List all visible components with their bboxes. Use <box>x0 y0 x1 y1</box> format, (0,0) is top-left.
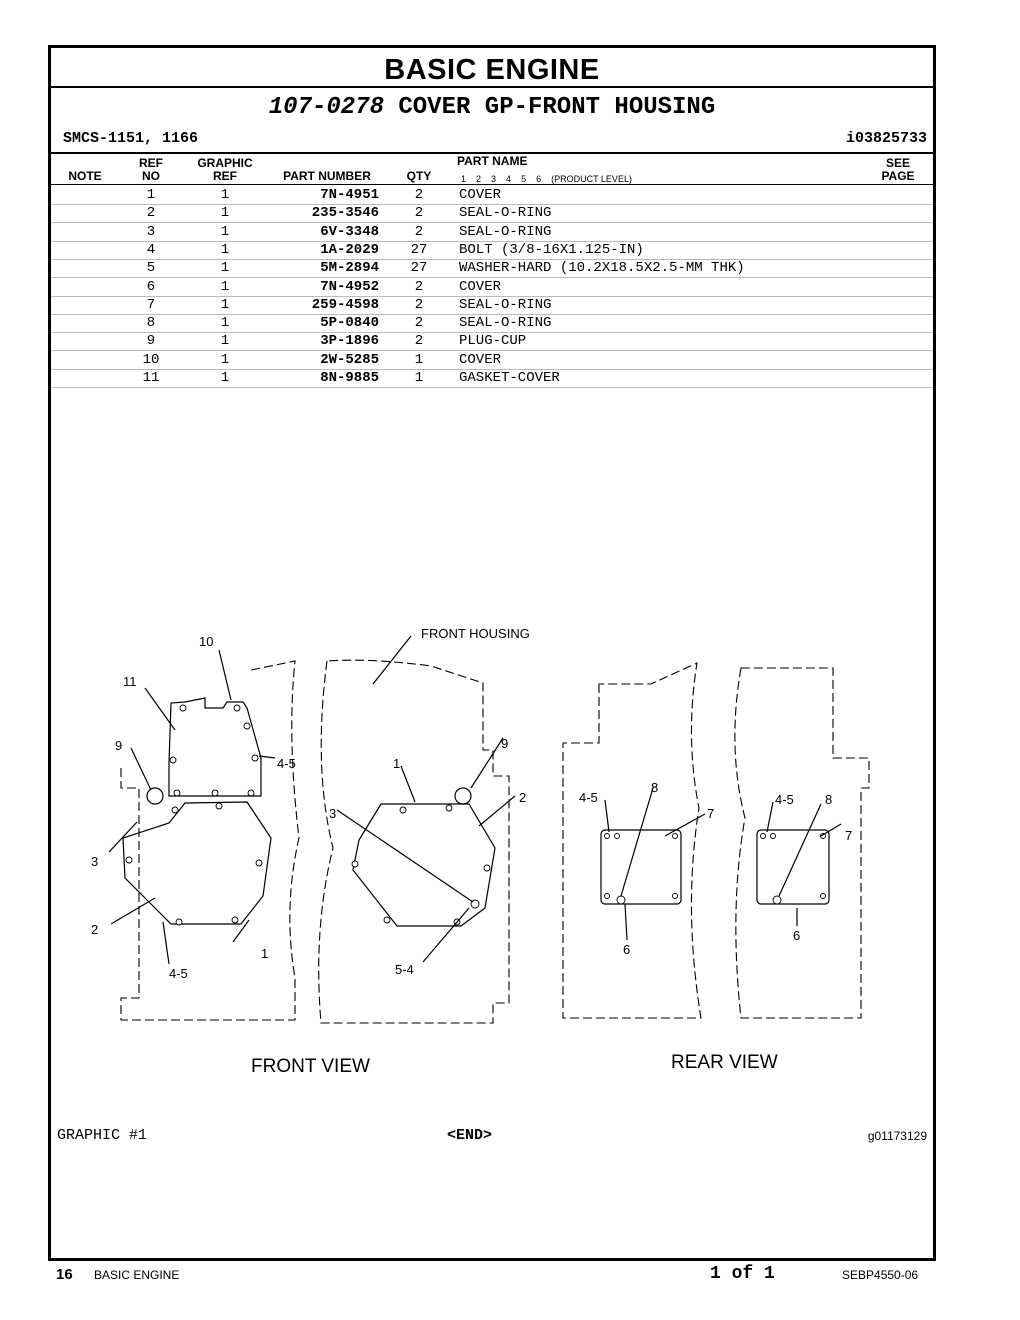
col-see-page <box>873 157 923 183</box>
page-section: BASIC ENGINE <box>94 1268 180 1282</box>
front-view-label: FRONT VIEW <box>251 1056 370 1077</box>
part-number: 7N-4951 <box>320 187 379 203</box>
graphic-ref: 1 <box>220 296 230 313</box>
part-group-number: 107-0278 <box>268 94 384 121</box>
table-row <box>51 296 933 315</box>
callout-2-left: 2 <box>91 922 99 937</box>
table-row <box>51 278 933 297</box>
graphic-ref: 1 <box>220 260 230 277</box>
col-graphic-ref <box>187 157 263 183</box>
part-name: WASHER-HARD (10.2X18.5X2.5-MM THK) <box>459 260 745 277</box>
rear-cover-right <box>757 830 829 904</box>
col-ref-top: REF <box>139 156 163 170</box>
callout-5-4: 5-4 <box>395 962 414 977</box>
product-level-4: 4 <box>506 174 512 184</box>
product-level-6: 6 <box>536 174 542 184</box>
end-marker: <END> <box>447 1127 493 1144</box>
col-ref <box>131 157 171 183</box>
graphic-id: g01173129 <box>867 1129 927 1143</box>
col-graphic-bottom: REF <box>213 169 237 183</box>
graphic-ref: 1 <box>220 370 230 386</box>
part-name: SEAL-O-RING <box>459 296 552 313</box>
part-group-title <box>51 94 933 121</box>
callout-4-5-rear-right: 4-5 <box>775 792 794 807</box>
ref-no: 7 <box>146 296 156 313</box>
col-note: NOTE <box>68 169 102 183</box>
ref-no: 9 <box>146 333 156 350</box>
quantity: 27 <box>410 260 428 277</box>
smcs-codes: SMCS-1151, 1166 <box>63 130 199 147</box>
ref-no: 11 <box>142 370 160 386</box>
col-qty: QTY <box>406 169 432 183</box>
ref-no: 10 <box>142 351 160 368</box>
table-row <box>51 259 933 278</box>
ref-no: 1 <box>146 187 156 203</box>
quantity: 2 <box>414 296 424 313</box>
product-level-5: 5 <box>521 174 527 184</box>
ref-no: 6 <box>146 278 156 295</box>
page-number: 16 <box>56 1266 73 1283</box>
graphic-ref: 1 <box>220 351 230 368</box>
page-frame <box>48 45 936 1261</box>
col-see-top: SEE <box>885 156 910 170</box>
plug-cup-left <box>147 788 163 804</box>
callout-7-rear-right: 7 <box>845 828 853 843</box>
quantity: 2 <box>414 223 424 240</box>
quantity: 2 <box>414 278 424 295</box>
table-header-divider <box>51 184 933 185</box>
callout-4-5-rear-left: 4-5 <box>579 790 598 805</box>
callout-1-bottom: 1 <box>261 946 269 961</box>
product-level-1: 1 <box>461 174 467 184</box>
callout-9-right: 9 <box>501 736 509 751</box>
table-row <box>51 332 933 351</box>
part-name: PLUG-CUP <box>459 333 527 350</box>
product-level-3: 3 <box>491 174 497 184</box>
part-number: 2W-5285 <box>320 351 379 368</box>
callout-11: 11 <box>123 674 137 689</box>
doc-number: SEBP4550-06 <box>842 1268 919 1282</box>
part-name: COVER <box>459 351 502 368</box>
callout-8-rear-left: 8 <box>651 780 659 795</box>
table-row <box>51 186 933 205</box>
graphic-ref: 1 <box>220 333 230 350</box>
callout-1-top: 1 <box>393 756 401 771</box>
col-see-bottom: PAGE <box>881 169 915 183</box>
table-row <box>51 223 933 242</box>
part-name: COVER <box>459 187 502 203</box>
plug-cup-center <box>455 788 471 804</box>
col-ref-bottom: NO <box>142 169 160 183</box>
front-housing-left-outline <box>121 661 299 1020</box>
callout-6-rear-right: 6 <box>793 928 801 943</box>
part-number: 7N-4952 <box>320 278 379 295</box>
part-number: 5P-0840 <box>320 315 379 332</box>
ref-no: 5 <box>146 260 156 277</box>
part-name: COVER <box>459 278 502 295</box>
quantity: 1 <box>414 351 424 368</box>
ref-no: 8 <box>146 315 156 332</box>
part-number: 235-3546 <box>311 205 379 222</box>
quantity: 2 <box>414 205 424 222</box>
rear-housing-right-outline <box>735 668 869 1018</box>
callout-2-right: 2 <box>519 790 527 805</box>
graphic-ref: 1 <box>220 223 230 240</box>
front-housing-label: FRONT HOUSING <box>421 626 530 641</box>
part-number: 1A-2029 <box>320 241 379 258</box>
cover-10 <box>169 698 261 796</box>
quantity: 2 <box>414 333 424 350</box>
graphic-number: GRAPHIC #1 <box>57 1127 148 1144</box>
ref-no: 3 <box>146 223 156 240</box>
section-title: BASIC ENGINE <box>384 54 600 86</box>
rear-cover-left <box>601 830 681 904</box>
quantity: 2 <box>414 187 424 203</box>
graphic-ref: 1 <box>220 187 230 203</box>
rear-housing-left-outline <box>563 663 701 1018</box>
ref-no: 2 <box>146 205 156 222</box>
part-number: 5M-2894 <box>320 260 379 277</box>
part-number: 3P-1896 <box>320 333 379 350</box>
table-row <box>51 351 933 370</box>
exploded-diagram <box>51 578 933 1077</box>
part-number: 8N-9885 <box>320 370 379 386</box>
graphic-ref: 1 <box>220 278 230 295</box>
col-graphic-top: GRAPHIC <box>197 156 253 170</box>
graphic-ref: 1 <box>220 241 230 258</box>
quantity: 27 <box>410 241 428 258</box>
part-name: SEAL-O-RING <box>459 223 552 240</box>
part-number: 6V-3348 <box>320 223 379 240</box>
ref-no: 4 <box>146 241 156 258</box>
part-name: SEAL-O-RING <box>459 315 552 332</box>
part-name: SEAL-O-RING <box>459 205 552 222</box>
table-row <box>51 314 933 333</box>
rear-view-label: REAR VIEW <box>671 1052 778 1073</box>
title-divider <box>51 86 933 88</box>
table-row <box>51 204 933 223</box>
graphic-ref: 1 <box>220 205 230 222</box>
product-level-label: (PRODUCT LEVEL) <box>551 174 632 184</box>
col-part-name: PART NAME <box>457 154 528 168</box>
callout-8-rear-right: 8 <box>825 792 833 807</box>
quantity: 2 <box>414 315 424 332</box>
part-name: BOLT (3/8-16X1.125-IN) <box>459 241 644 258</box>
front-housing-center-outline <box>319 660 509 1023</box>
callout-10: 10 <box>199 634 214 649</box>
document-id: i03825733 <box>845 130 927 147</box>
part-group-name: COVER GP-FRONT HOUSING <box>398 94 716 121</box>
part-name: GASKET-COVER <box>459 370 560 386</box>
callout-9-left: 9 <box>115 738 123 753</box>
callout-4-5-bottom: 4-5 <box>169 966 188 981</box>
quantity: 1 <box>414 370 424 386</box>
callout-6-rear-left: 6 <box>623 942 631 957</box>
part-number: 259-4598 <box>311 296 379 313</box>
front-cover-left <box>123 802 271 924</box>
product-level-2: 2 <box>476 174 482 184</box>
callout-7-rear-left: 7 <box>707 806 715 821</box>
callout-4-5-top: 4-5 <box>277 756 296 771</box>
product-levels <box>461 174 642 184</box>
col-part-number: PART NUMBER <box>283 169 371 183</box>
page-of: 1 of 1 <box>710 1264 775 1284</box>
table-row <box>51 241 933 260</box>
table-row <box>51 369 933 388</box>
callout-3-right: 3 <box>329 806 337 821</box>
graphic-ref: 1 <box>220 315 230 332</box>
callout-3-left: 3 <box>91 854 99 869</box>
